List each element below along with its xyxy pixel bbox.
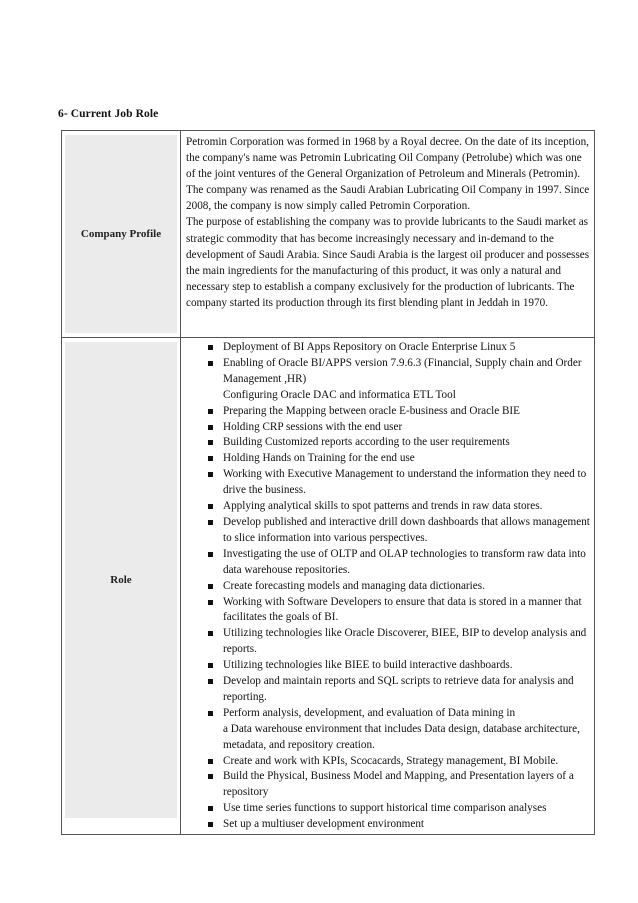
company-profile-label: Company Profile xyxy=(65,135,177,333)
list-item: Working with Executive Management to understand the information they need to drive the business. xyxy=(181,467,590,499)
square-bullet-icon xyxy=(208,345,213,350)
square-bullet-icon xyxy=(208,425,213,430)
list-item: Preparing the Mapping between oracle E-business and Oracle BIE xyxy=(181,404,590,420)
square-bullet-icon xyxy=(208,663,213,668)
list-item: Holding CRP sessions with the end user xyxy=(181,420,590,436)
company-profile-text xyxy=(181,131,594,313)
square-bullet-icon xyxy=(208,440,213,445)
company-profile-row xyxy=(62,131,595,338)
list-item: Investigating the use of OLTP and OLAP technologies to transform raw data into data warehouse repositories. xyxy=(181,547,590,579)
square-bullet-icon xyxy=(208,361,213,366)
square-bullet-icon xyxy=(208,520,213,525)
square-bullet-icon xyxy=(208,504,213,509)
square-bullet-icon xyxy=(208,631,213,636)
list-item: Applying analytical skills to spot patterns and trends in raw data stores. xyxy=(181,499,590,515)
square-bullet-icon xyxy=(208,409,213,414)
square-bullet-icon xyxy=(208,711,213,716)
list-item: Create and work with KPIs, Scocacards, Strategy management, BI Mobile. xyxy=(181,754,590,770)
profile-paragraph: Petromin Corporation was formed in 1968 by a Royal decree. On the date of its inception, the company's name was Petromin Lubricating Oil Company (Petrolube) which was one of the joint ventures of the General Organization of Petroleum and Minerals (Petromin). xyxy=(186,136,589,181)
list-item: Holding Hands on Training for the end use xyxy=(181,451,590,467)
list-item: Utilizing technologies like Oracle Discoverer, BIEE, BIP to develop analysis and reports. xyxy=(181,626,590,658)
list-item: Building Customized reports according to the user requirements xyxy=(181,435,590,451)
list-item-continuation: Configuring Oracle DAC and informatica ETL Tool xyxy=(223,388,456,401)
list-item: Utilizing technologies like BIEE to build interactive dashboards. xyxy=(181,658,590,674)
role-row xyxy=(62,338,595,835)
square-bullet-icon xyxy=(208,759,213,764)
profile-paragraph: The purpose of establishing the company was to provide lubricants to the Saudi market as strategic commodity that has become increasingly necessary and in-demand to the development of Saudi Arabia. Since Saudi Arabia is the largest oil producer and possesses the main ingredients for the manufacturing of this product, it was only a natural and necessary step to establish a company exclusively for the production of lubricants. The company started its production through its first blending plant in Jeddah in 1970. xyxy=(186,216,590,309)
role-label: Role xyxy=(65,342,177,818)
section-heading: 6- Current Job Role xyxy=(58,108,159,120)
list-item: Enabling of Oracle BI/APPS version 7.9.6.3 (Financial, Supply chain and Order Management ,HR) Configuring Oracle DAC and informatica ETL Tool xyxy=(181,356,590,404)
role-list xyxy=(181,338,594,834)
square-bullet-icon xyxy=(208,679,213,684)
square-bullet-icon xyxy=(208,806,213,811)
list-item: Set up a multiuser development environment xyxy=(181,817,590,833)
square-bullet-icon xyxy=(208,584,213,589)
list-item: Working with Software Developers to ensure that data is stored in a manner that facilitates the goals of BI. xyxy=(181,595,590,627)
square-bullet-icon xyxy=(208,774,213,779)
list-item: Use time series functions to support historical time comparison analyses xyxy=(181,801,590,817)
square-bullet-icon xyxy=(208,552,213,557)
square-bullet-icon xyxy=(208,600,213,605)
list-item-continuation: a Data warehouse environment that includes Data design, database architecture, metadata, and repository creation. xyxy=(223,722,580,751)
square-bullet-icon xyxy=(208,472,213,477)
list-item: Create forecasting models and managing data dictionaries. xyxy=(181,579,590,595)
list-item: Develop and maintain reports and SQL scripts to retrieve data for analysis and reporting. xyxy=(181,674,590,706)
profile-paragraph: The company was renamed as the Saudi Arabian Lubricating Oil Company in 1997. Since 2008, the company is now simply called Petromin Corporation. xyxy=(186,184,590,213)
list-item: Develop published and interactive drill down dashboards that allows management to slice information into various perspectives. xyxy=(181,515,590,547)
job-role-table xyxy=(61,130,595,835)
list-item: Perform analysis, development, and evaluation of Data mining in a Data warehouse environment that includes Data design, database architecture, metadata, and repository creation. xyxy=(181,706,590,754)
square-bullet-icon xyxy=(208,456,213,461)
list-item: Build the Physical, Business Model and Mapping, and Presentation layers of a repository xyxy=(181,769,590,801)
square-bullet-icon xyxy=(208,822,213,827)
list-item: Deployment of BI Apps Repository on Oracle Enterprise Linux 5 xyxy=(181,340,590,356)
